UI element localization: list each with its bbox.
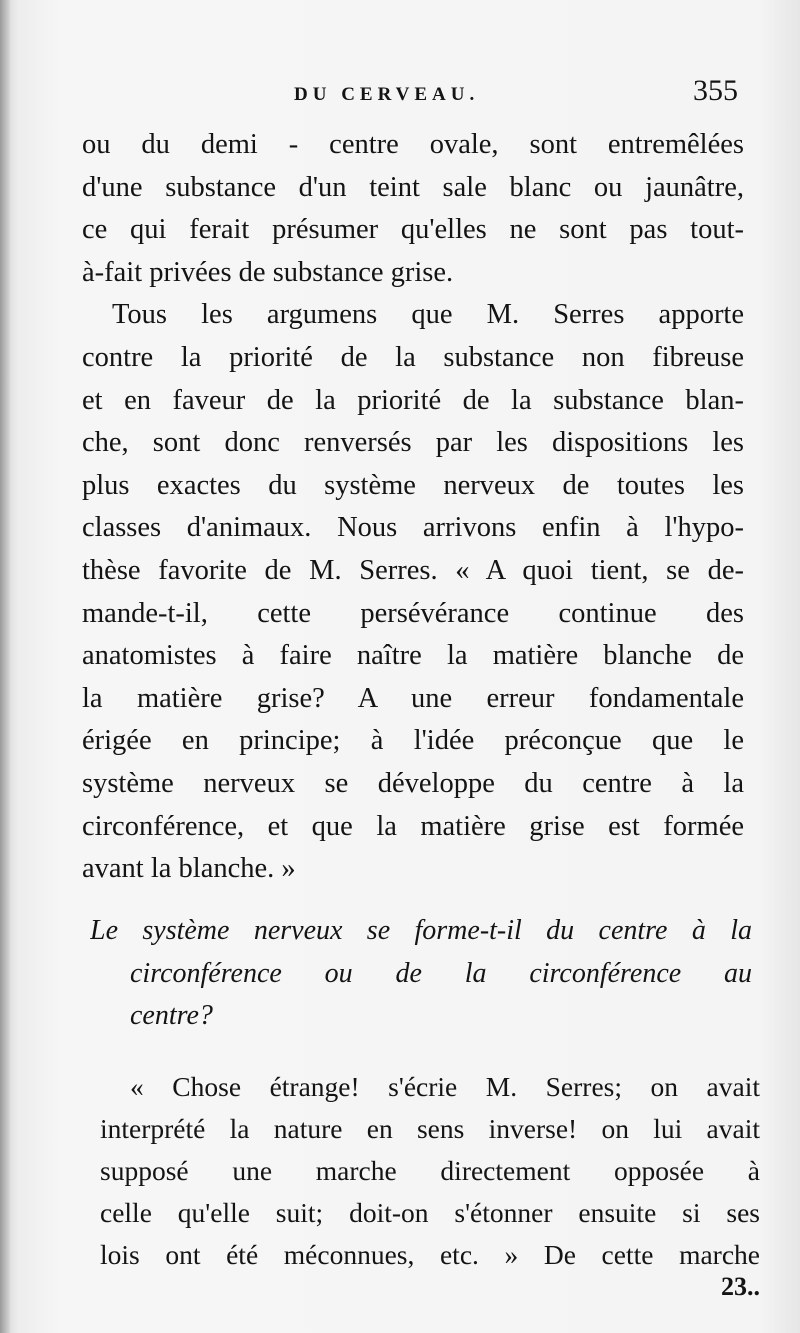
text-line: circonférence, et que la matière grise est formée — [82, 810, 744, 842]
text-line: Tous les argumens que M. Serres apporte — [112, 299, 744, 331]
text-line: che, sont donc renversés par les dispositions les — [82, 427, 744, 459]
running-title: DU CERVEAU. — [294, 84, 480, 105]
paragraph-2 — [82, 294, 744, 890]
text-line: classes d'animaux. Nous arrivons enfin à l'hypo- — [82, 512, 744, 544]
text-line: d'une substance d'un teint sale blanc ou jaunâtre, — [82, 171, 744, 203]
heading-line: centre? — [130, 1000, 213, 1032]
text-line: avant la blanche. » — [82, 853, 296, 885]
text-line: lois ont été méconnues, etc. » De cette marche — [100, 1239, 760, 1270]
text-line: plus exactes du système nerveux de toutes les — [82, 469, 744, 501]
text-line: mande-t-il, cette persévérance continue des — [82, 597, 744, 629]
text-line: thèse favorite de M. Serres. « A quoi tient, se de- — [82, 554, 744, 586]
page-number: 355 — [693, 74, 738, 107]
text-line: contre la priorité de la substance non fibreuse — [82, 341, 744, 373]
text-line: érigée en principe; à l'idée préconçue que le — [82, 725, 744, 757]
text-line: et en faveur de la priorité de la substance blan- — [82, 384, 744, 416]
text-line: supposé une marche directement opposée à — [100, 1155, 760, 1186]
text-line: « Chose étrange! s'écrie M. Serres; on avait — [130, 1071, 760, 1102]
section-heading — [90, 910, 752, 1038]
body-text — [82, 124, 744, 891]
page-header — [82, 74, 740, 114]
heading-line: circonférence ou de la circonférence au — [130, 957, 752, 989]
text-line: à-fait privées de substance grise. — [82, 256, 454, 288]
printer-signature-mark: 23.. — [721, 1272, 760, 1301]
paragraph-1 — [82, 124, 744, 294]
page-gutter-shadow — [0, 0, 10, 1333]
text-line: ce qui ferait présumer qu'elles ne sont pas tout- — [82, 214, 744, 246]
paragraph-3 — [100, 1066, 760, 1276]
text-line: ou du demi - centre ovale, sont entremêlées — [82, 129, 744, 160]
text-line: la matière grise? A une erreur fondamentale — [82, 682, 744, 714]
text-line: celle qu'elle suit; doit-on s'étonner ensuite si ses — [100, 1197, 760, 1228]
text-line: interprété la nature en sens inverse! on lui avait — [100, 1113, 760, 1144]
heading-line: Le système nerveux se forme-t-il du centre à la — [90, 915, 752, 946]
text-line: anatomistes à faire naître la matière blanche de — [82, 640, 744, 672]
text-line: système nerveux se développe du centre à la — [82, 767, 744, 799]
